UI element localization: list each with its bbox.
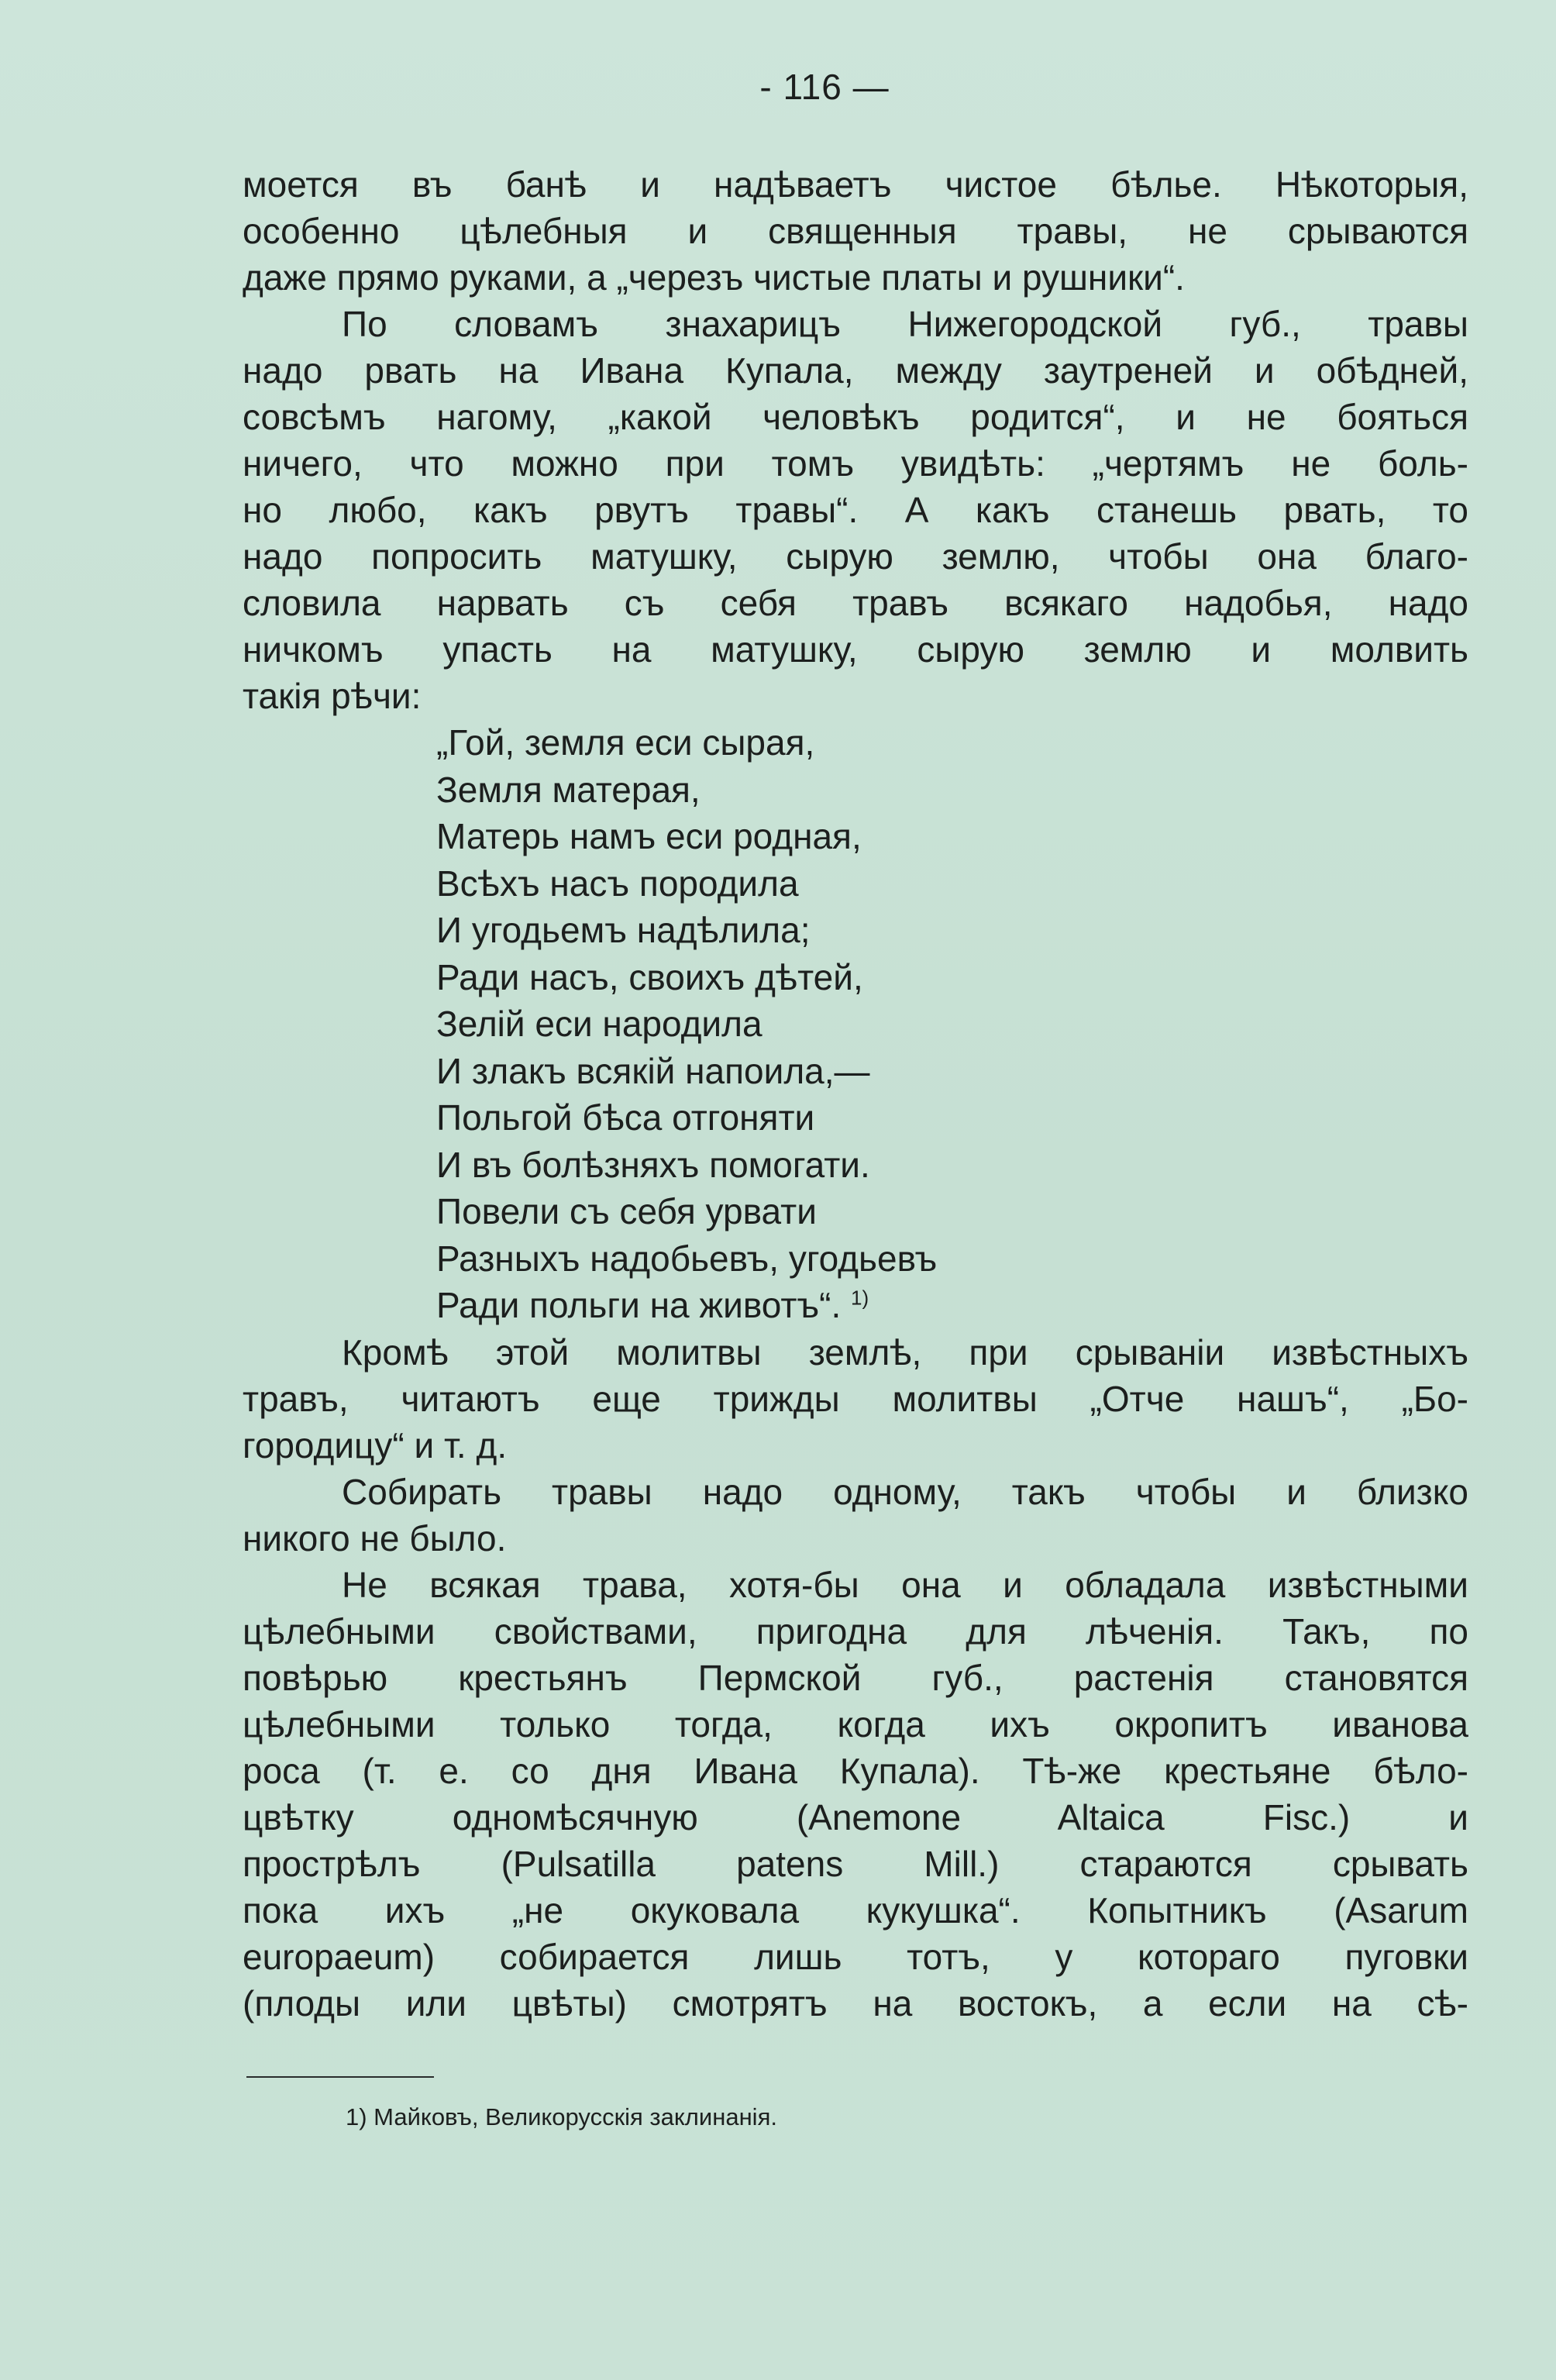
footnote: 1) Майковъ, Великорусскія заклинанія.: [346, 2103, 777, 2130]
verse-line: Повели съ себя урвати: [436, 1191, 817, 1231]
verse-line: „Гой, земля еси сырая,: [436, 722, 815, 763]
text-line: По словамъ знахарицъ Нижегородской губ., травы: [342, 304, 1468, 344]
verse-line: Земля матерая,: [436, 769, 701, 810]
text-line: пока ихъ „не окуковала кукушка“. Копытникъ (Asarum: [243, 1889, 1468, 1931]
text-line: никого не было.: [243, 1517, 507, 1559]
page-number: - 116 —: [759, 67, 890, 107]
verse-line: [243, 1282, 1468, 1329]
text-line: моется въ банѣ и надѣваетъ чистое бѣлье. Нѣкоторыя,: [243, 164, 1468, 205]
text-line: цѣлебными свойствами, пригодна для лѣченія. Такъ, по: [243, 1610, 1468, 1652]
verse-line: Зелій еси народила: [436, 1004, 763, 1044]
text-line: цвѣтку одномѣсячную (Anemone Altaica Fisc.) и: [243, 1796, 1468, 1838]
text-line: цѣлебными только тогда, когда ихъ окропитъ иванова: [243, 1703, 1468, 1745]
verse-line: Польгой бѣса отгоняти: [436, 1097, 815, 1138]
text-line: ничего, что можно при томъ увидѣть: „чертямъ не боль-: [243, 443, 1468, 484]
verse-line: Разныхъ надобьевъ, угодьевъ: [436, 1238, 938, 1279]
text-line: ничкомъ упасть на матушку, сырую землю и молвить: [243, 629, 1468, 670]
text-line: но любо, какъ рвутъ травы“. А какъ станешь рвать, то: [243, 490, 1468, 530]
verse-text: Ради польги на животъ“.: [436, 1285, 842, 1325]
text-line: надо попросить матушку, сырую землю, чтобы она благо-: [243, 536, 1468, 577]
body-text: [243, 161, 1468, 2027]
text-line: роса (т. е. со дня Ивана Купала). Тѣ-же крестьяне бѣло-: [243, 1750, 1468, 1791]
footnote-reference[interactable]: 1): [851, 1286, 869, 1310]
text-line: Кромѣ этой молитвы землѣ, при срываніи извѣстныхъ: [342, 1331, 1468, 1373]
verse-line: И въ болѣзняхъ помогати.: [436, 1144, 870, 1185]
text-line: словила нарвать съ себя травъ всякаго надобья, надо: [243, 583, 1468, 623]
text-line: повѣрью крестьянъ Пермской губ., растенія становятся: [243, 1657, 1468, 1698]
text-line: городицу“ и т. д.: [243, 1424, 508, 1466]
text-line: особенно цѣлебныя и священныя травы, не срываются: [243, 211, 1468, 251]
text-line: даже прямо руками, а „черезъ чистые платы и рушники“.: [243, 257, 1185, 298]
text-line: травъ, читаютъ еще трижды молитвы „Отче нашъ“, „Бо-: [243, 1378, 1468, 1419]
verse-line: И угодьемъ надѣлила;: [436, 910, 811, 950]
text-line: совсѣмъ нагому, „какой человѣкъ родится“, и не бояться: [243, 397, 1468, 437]
text-line: europaeum) собирается лишь тотъ, у котораго пуговки: [243, 1936, 1468, 1977]
verse-line: И злакъ всякій напоила,—: [436, 1050, 870, 1091]
text-line: (плоды или цвѣты) смотрятъ на востокъ, а если на сѣ-: [243, 1982, 1468, 2024]
text-line: Не всякая трава, хотя-бы она и обладала извѣстными: [342, 1564, 1468, 1605]
text-line: надо рвать на Ивана Купала, между заутреней и обѣдней,: [243, 350, 1468, 391]
footnote-divider: [246, 2076, 434, 2078]
text-line: прострѣлъ (Pulsatilla patens Mill.) стараются срывать: [243, 1843, 1468, 1884]
verse-line: Матерь намъ еси родная,: [436, 816, 862, 856]
verse-line: Ради насъ, своихъ дѣтей,: [436, 956, 863, 997]
verse-line: Всѣхъ насъ породила: [436, 863, 799, 904]
text-line: такія рѣчи:: [243, 676, 422, 716]
text-line: Собирать травы надо одному, такъ чтобы и близко: [342, 1471, 1468, 1512]
